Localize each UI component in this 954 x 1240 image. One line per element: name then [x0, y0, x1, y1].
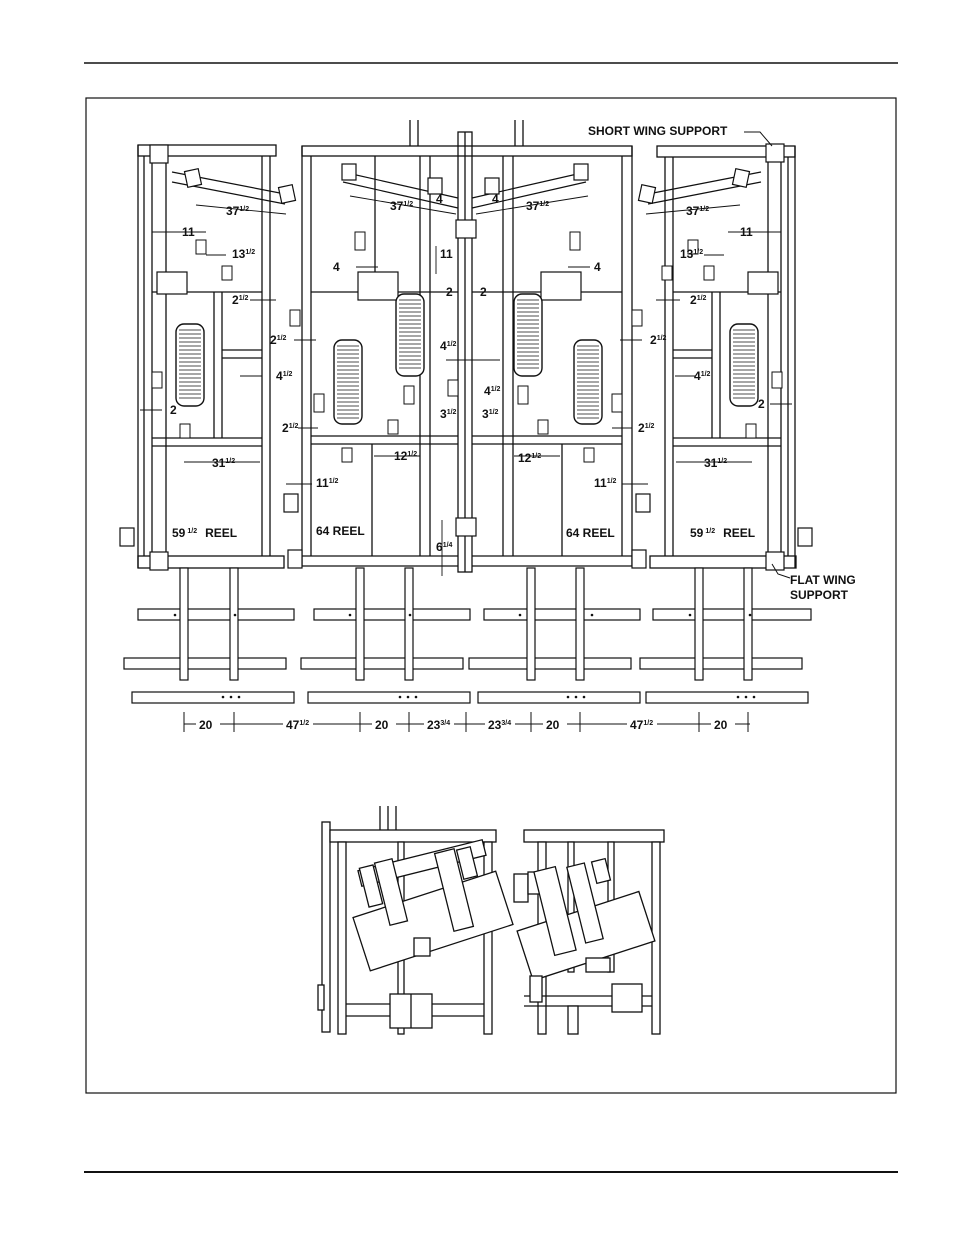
svg-text:4: 4: [492, 192, 499, 206]
bottom-dim-label: 20: [199, 718, 213, 732]
svg-text:21/2: $2^{1/2}$: [232, 293, 249, 307]
bottom-dim-label: 20: [546, 718, 560, 732]
hole-dot: [407, 696, 410, 699]
hole-dot: [567, 696, 570, 699]
svg-text:2: 2: [480, 285, 487, 299]
header-frame: [138, 120, 796, 572]
hole-dot: [409, 614, 412, 617]
bottom-dimension-line: [184, 712, 750, 732]
hole-dot: [234, 614, 237, 617]
hole-dot: [737, 696, 740, 699]
gauge-wheels: [176, 294, 758, 424]
svg-text:4: 4: [333, 260, 340, 274]
svg-text:131/2: $13^{1/2}$: [680, 247, 704, 261]
hole-dot: [399, 696, 402, 699]
detail-hole-dots: [174, 614, 756, 699]
svg-text:121/2: $12^{1/2}$: [394, 449, 418, 463]
svg-text:371/2: $37^{1/2}$: [686, 204, 710, 218]
svg-text:61/4: $6^{1/4}$: [436, 540, 453, 554]
svg-text:111/2: $11^{1/2}$: [316, 476, 339, 490]
reel-label-left-center: 64 REEL: [316, 524, 365, 538]
svg-text:371/2: $37^{1/2}$: [226, 204, 250, 218]
bottom-dim-label: 20: [375, 718, 389, 732]
hole-dot: [174, 614, 177, 617]
reel-label-right-center: 64 REEL: [566, 526, 615, 540]
svg-text:131/2: $13^{1/2}$: [232, 247, 256, 261]
bottom-dim-label: $47^{1/2}$: [286, 718, 310, 732]
hole-dot: [591, 614, 594, 617]
hole-dot: [753, 696, 756, 699]
svg-text:21/2: $2^{1/2}$: [282, 421, 299, 435]
svg-text:31/2: $3^{1/2}$: [440, 407, 457, 421]
hole-dot: [575, 696, 578, 699]
hole-dot: [222, 696, 225, 699]
hole-dot: [349, 614, 352, 617]
svg-text:311/2: $31^{1/2}$: [704, 456, 728, 470]
svg-text:2: 2: [446, 285, 453, 299]
hole-dot: [230, 696, 233, 699]
detail-view-left: [318, 806, 513, 1034]
bottom-dim-label: $23^{3/4}$: [427, 718, 451, 732]
hole-dot: [519, 614, 522, 617]
reel-label-right-wing: 59 $^{1/2}$ REEL: [690, 526, 756, 540]
svg-text:21/2: $2^{1/2}$: [650, 333, 667, 347]
hole-dot: [749, 614, 752, 617]
flat-wing-support-label-2: SUPPORT: [790, 588, 849, 602]
hole-dot: [583, 696, 586, 699]
reel-label-left-wing: 59 $^{1/2}$ REEL: [172, 526, 238, 540]
wheel-treads: [179, 300, 755, 418]
svg-text:111/2: $11^{1/2}$: [594, 476, 617, 490]
posts: [152, 232, 782, 462]
svg-text:31/2: $3^{1/2}$: [482, 407, 499, 421]
svg-text:41/2: $4^{1/2}$: [276, 369, 293, 383]
svg-text:4: 4: [594, 260, 601, 274]
bottom-dim-label: $23^{3/4}$: [488, 718, 512, 732]
svg-text:11: 11: [740, 225, 753, 239]
reel-bars: [124, 609, 811, 703]
svg-text:2: 2: [758, 397, 765, 411]
dimension-labels: [170, 192, 765, 554]
bottom-dim-label: 20: [714, 718, 728, 732]
svg-text:371/2: $37^{1/2}$: [526, 199, 550, 213]
svg-text:41/2: $4^{1/2}$: [694, 369, 711, 383]
flat-wing-support-label: FLAT WING: [790, 573, 856, 587]
svg-text:2: 2: [170, 403, 177, 417]
svg-text:21/2: $2^{1/2}$: [270, 333, 287, 347]
svg-text:11: 11: [440, 247, 453, 261]
hole-dot: [415, 696, 418, 699]
svg-text:11: 11: [182, 225, 195, 239]
hole-dot: [745, 696, 748, 699]
svg-text:121/2: $12^{1/2}$: [518, 451, 542, 465]
svg-text:41/2: $4^{1/2}$: [440, 339, 457, 353]
bottom-dim-label: $47^{1/2}$: [630, 718, 654, 732]
short-wing-support-label: SHORT WING SUPPORT: [588, 124, 728, 138]
svg-text:4: 4: [436, 192, 443, 206]
svg-text:21/2: $2^{1/2}$: [690, 293, 707, 307]
svg-text:21/2: $2^{1/2}$: [638, 421, 655, 435]
detail-view-right: [514, 830, 664, 1034]
hole-dot: [689, 614, 692, 617]
svg-text:311/2: $31^{1/2}$: [212, 456, 236, 470]
svg-text:41/2: $4^{1/2}$: [484, 384, 501, 398]
hole-dot: [238, 696, 241, 699]
svg-text:371/2: $37^{1/2}$: [390, 199, 414, 213]
